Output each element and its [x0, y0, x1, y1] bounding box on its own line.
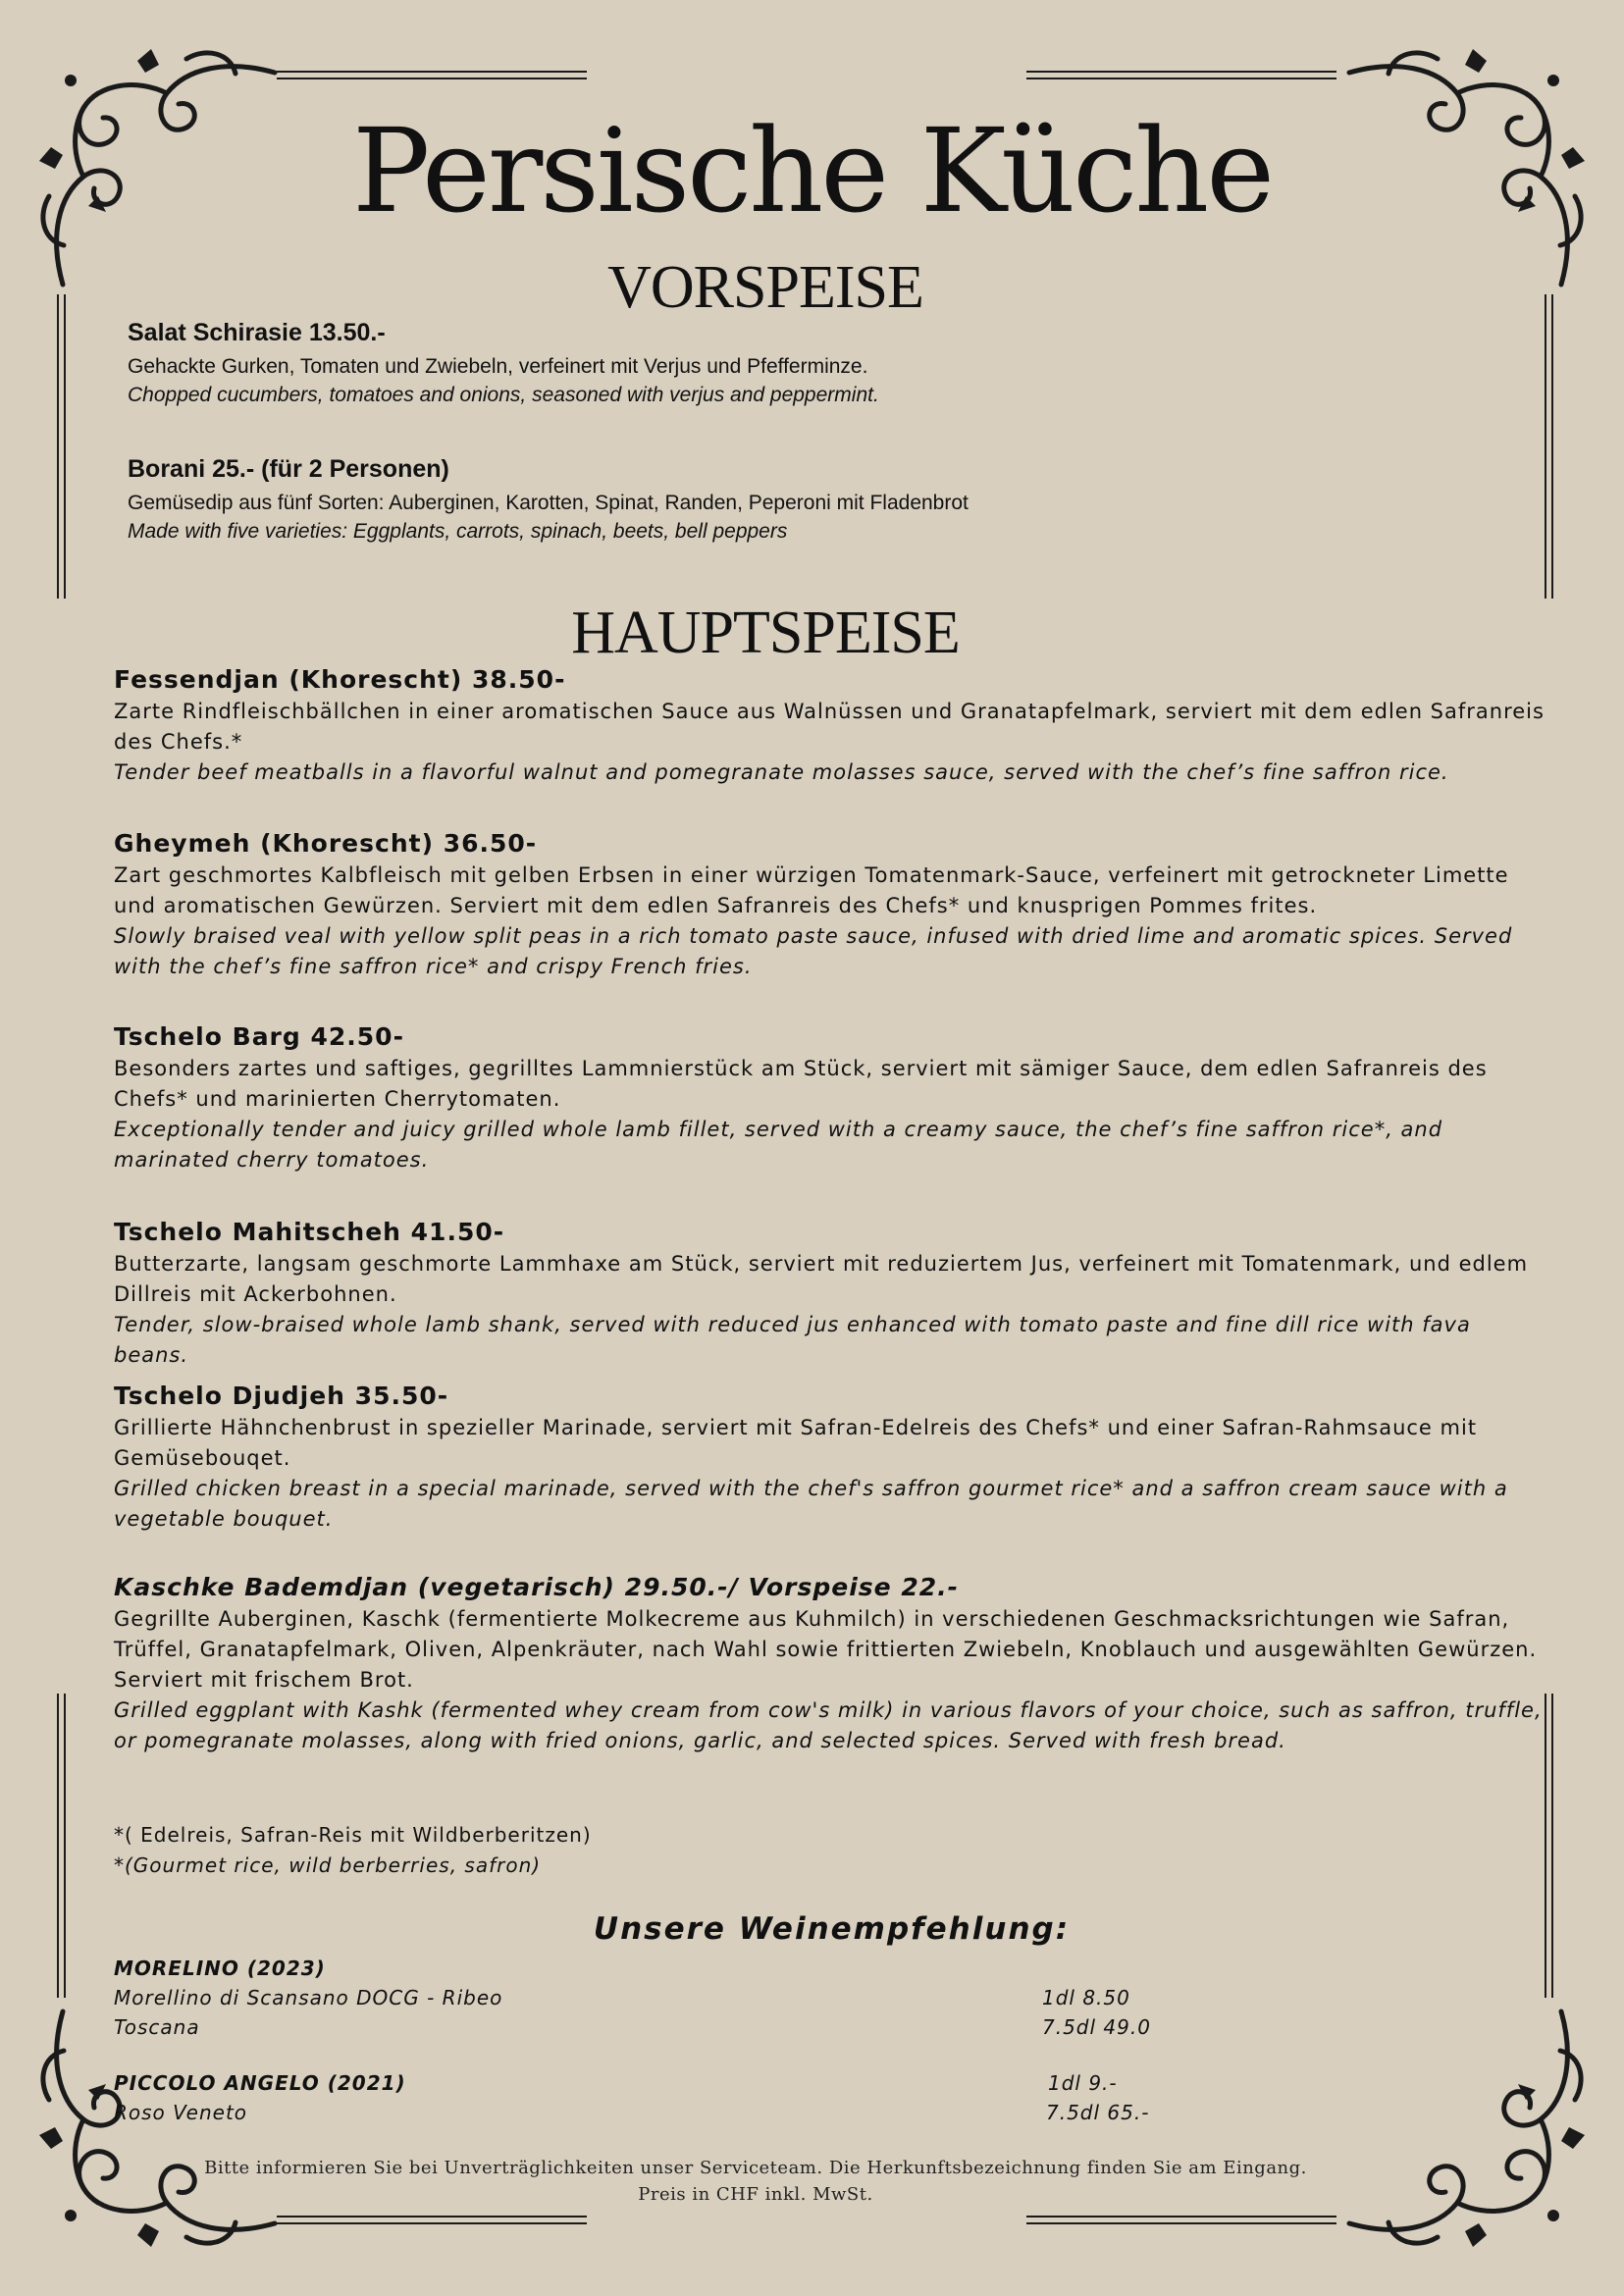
frame-top-right-rule	[1026, 71, 1336, 79]
dish-description-de: Gehackte Gurken, Tomaten und Zwiebeln, verfeinert mit Verjus und Pfefferminze.	[128, 355, 868, 378]
wine-detail: Morellino di Scansano DOCG - Ribeo	[114, 1986, 503, 2009]
dish-description-de: Butterzarte, langsam geschmorte Lammhaxe am Stück, serviert mit reduziertem Jus, verfeinert mit Tomatenmark, und edlem Dillreis mit Ackerbohnen.	[114, 1252, 1529, 1306]
wine-item	[114, 2068, 1193, 2127]
dish-description-en: Exceptionally tender and juicy grilled whole lamb fillet, served with a creamy sauce, the chef’s fine saffron rice*, and marinated cherry tomatoes.	[114, 1118, 1443, 1172]
main-dish-item	[114, 829, 1546, 982]
dish-description-de: Grillierte Hähnchenbrust in spezieller Marinade, serviert mit Safran-Edelreis des Chefs* und einer Safran-Rahmsauce mit Gemüsebouqet.	[114, 1416, 1478, 1470]
starter-item	[128, 319, 1403, 407]
rice-footnote	[114, 1820, 1095, 1881]
footnote-en: *(Gourmet rice, wild berberries, safron)	[114, 1853, 542, 1877]
footnote-de: *( Edelreis, Safran-Reis mit Wildberberitzen)	[114, 1823, 592, 1847]
main-dish-item	[114, 1573, 1546, 1756]
wine-item	[114, 1954, 1193, 2042]
frame-bottom-right-rule	[1026, 2216, 1336, 2224]
dish-name: Tschelo Barg 42.50-	[114, 1022, 404, 1051]
main-dish-item	[114, 1218, 1546, 1371]
dish-description-de: Besonders zartes und saftiges, gegrilltes Lammnierstück am Stück, serviert mit sämiger Sauce, dem edlen Safranreis des Chefs* und marinierten Cherrytomaten.	[114, 1057, 1488, 1111]
dish-description-en: Slowly braised veal with yellow split peas in a rich tomato paste sauce, infused with dried lime and aromatic spices. Served with the chef’s fine saffron rice* and crispy French fries.	[114, 924, 1513, 978]
dish-name: Tschelo Djudjeh 35.50-	[114, 1382, 449, 1410]
dish-description-de: Gegrillte Auberginen, Kaschk (fermentierte Molkecreme aus Kuhmilch) in verschiedenen Geschmacksrichtungen wie Safran, Trüffel, Granatapfelmark, Oliven, Alpenkräuter, nach Wahl sowie frittierten Zwiebeln, Knoblauch und ausgewählten Gewürzen. Serviert mit frischem Brot.	[114, 1607, 1538, 1692]
frame-left-lower-rule	[57, 1694, 66, 1998]
dish-description-en: Grilled chicken breast in a special marinade, served with the chef's saffron gourmet rice* and a saffron cream sauce with a vegetable bouquet.	[114, 1477, 1508, 1531]
wine-detail: Roso Veneto	[114, 2101, 248, 2124]
frame-right-upper-rule	[1545, 294, 1553, 599]
dish-name: Fessendjan (Khorescht) 38.50-	[114, 665, 566, 694]
wine-price: 7.5dl 65.-	[1046, 2101, 1150, 2124]
starters-heading: VORSPEISE	[607, 254, 923, 321]
dish-description-de: Gemüsedip aus fünf Sorten: Auberginen, Karotten, Spinat, Randen, Peperoni mit Fladenbrot	[128, 492, 969, 514]
frame-bottom-left-rule	[277, 2216, 587, 2224]
allergy-notice	[0, 2155, 1511, 2208]
dish-description-en: Chopped cucumbers, tomatoes and onions, seasoned with verjus and peppermint.	[128, 384, 879, 406]
wine-name: MORELINO (2023)	[114, 1957, 326, 1980]
main-dish-item	[114, 1022, 1546, 1175]
wine-name: PICCOLO ANGELO (2021)	[114, 2071, 406, 2095]
mains-heading: HAUPTSPEISE	[571, 600, 960, 666]
wine-price: 1dl 8.50	[1042, 1986, 1130, 2009]
dish-name: Gheymeh (Khorescht) 36.50-	[114, 829, 538, 858]
dish-name: Borani 25.- (für 2 Personen)	[128, 455, 449, 483]
corner-flourish-bottom-right-icon	[1339, 2002, 1595, 2257]
dish-description-en: Grilled eggplant with Kashk (fermented whey cream from cow's milk) in various flavors of your choice, such as saffron, truffle, or pomegranate molasses, along with fried onions, garlic, and selected spices. Served with fresh bread.	[114, 1698, 1543, 1752]
main-dish-item	[114, 1382, 1546, 1535]
dish-name: Tschelo Mahitscheh 41.50-	[114, 1218, 505, 1246]
page-title: Persische Küche	[351, 103, 1273, 238]
wine-price: 7.5dl 49.0	[1042, 2015, 1151, 2039]
wine-detail: Toscana	[114, 2015, 200, 2039]
dish-description-de: Zarte Rindfleischbällchen in einer aromatischen Sauce aus Walnüssen und Granatapfelmark, serviert mit dem edlen Safranreis des Chefs.*	[114, 700, 1545, 754]
wine-heading: Unsere Weinempfehlung:	[593, 1911, 1071, 1947]
dish-name: Kaschke Bademdjan (vegetarisch) 29.50.-/ Vorspeise 22.-	[114, 1573, 959, 1601]
starter-item	[128, 455, 1403, 544]
dish-description-en: Tender beef meatballs in a flavorful walnut and pomegranate molasses sauce, served with the chef’s fine saffron rice.	[114, 760, 1449, 784]
dish-description-en: Made with five varieties: Eggplants, carrots, spinach, beets, bell peppers	[128, 520, 788, 543]
price-notice-line: Preis in CHF inkl. MwSt.	[638, 2184, 873, 2205]
main-dish-item	[114, 665, 1546, 788]
dish-description-en: Tender, slow-braised whole lamb shank, served with reduced jus enhanced with tomato paste and fine dill rice with fava beans.	[114, 1313, 1471, 1367]
frame-top-left-rule	[277, 71, 587, 79]
allergy-notice-line: Bitte informieren Sie bei Unverträglichkeiten unser Serviceteam. Die Herkunftsbezeichnung finden Sie am Eingang.	[204, 2158, 1307, 2178]
frame-left-upper-rule	[57, 294, 66, 599]
dish-name: Salat Schirasie 13.50.-	[128, 319, 386, 346]
dish-description-de: Zart geschmortes Kalbfleisch mit gelben Erbsen in einer würzigen Tomatenmark-Sauce, verfeinert mit getrockneter Limette und aromatischen Gewürzen. Serviert mit dem edlen Safranreis des Chefs* und knusprigen Pommes frites.	[114, 863, 1509, 917]
wine-price: 1dl 9.-	[1048, 2071, 1118, 2095]
